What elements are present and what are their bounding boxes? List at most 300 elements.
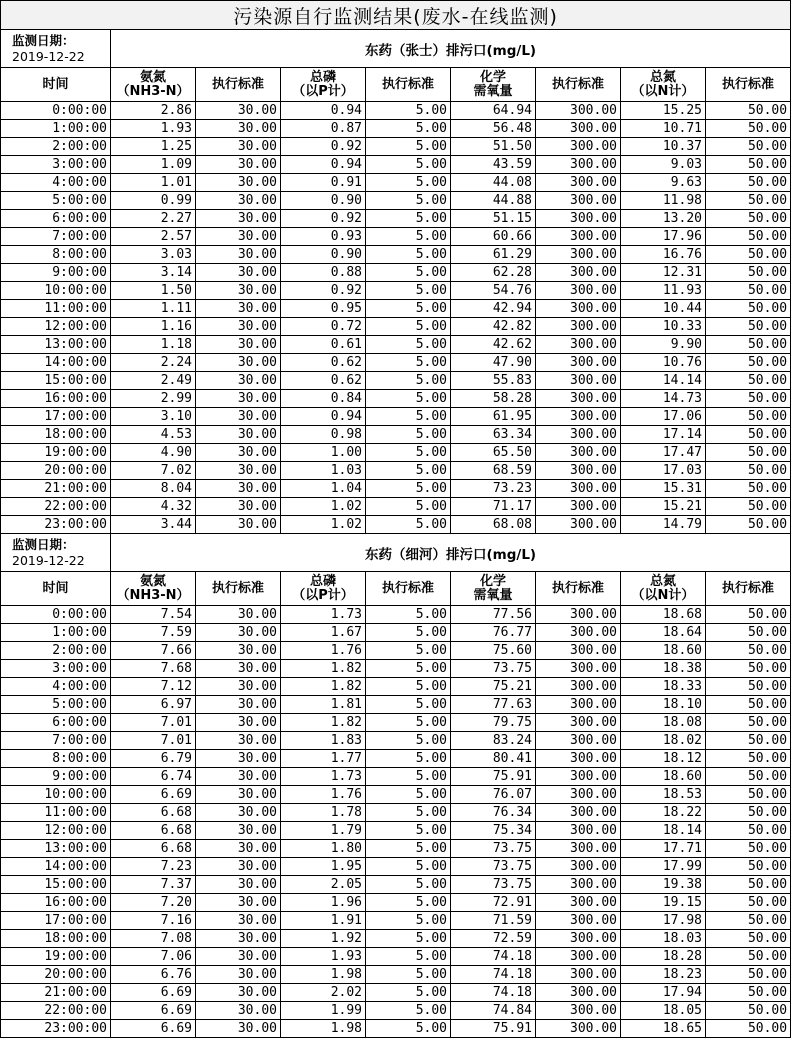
value-cell: 0.94 (281, 102, 366, 120)
value-cell: 30.00 (196, 1002, 281, 1020)
column-header: 执行标准 (536, 68, 621, 102)
value-cell: 5.00 (366, 192, 451, 210)
value-cell: 17.71 (621, 840, 706, 858)
value-cell: 7.06 (111, 948, 196, 966)
value-cell: 5.00 (366, 282, 451, 300)
value-cell: 75.21 (451, 678, 536, 696)
value-cell: 30.00 (196, 498, 281, 516)
value-cell: 42.62 (451, 336, 536, 354)
value-cell: 18.68 (621, 606, 706, 624)
time-cell: 22:00:00 (1, 498, 111, 516)
value-cell: 5.00 (366, 480, 451, 498)
value-cell: 1.04 (281, 480, 366, 498)
value-cell: 300.00 (536, 390, 621, 408)
time-cell: 23:00:00 (1, 516, 111, 534)
value-cell: 300.00 (536, 174, 621, 192)
value-cell: 300.00 (536, 696, 621, 714)
value-cell: 44.88 (451, 192, 536, 210)
value-cell: 58.28 (451, 390, 536, 408)
time-cell: 16:00:00 (1, 894, 111, 912)
value-cell: 4.32 (111, 498, 196, 516)
value-cell: 5.00 (366, 966, 451, 984)
value-cell: 300.00 (536, 768, 621, 786)
time-cell: 3:00:00 (1, 660, 111, 678)
value-cell: 61.29 (451, 246, 536, 264)
table-row (1, 138, 791, 156)
date-label: 监测日期： (12, 536, 75, 552)
time-cell: 13:00:00 (1, 336, 111, 354)
value-cell: 14.14 (621, 372, 706, 390)
time-cell: 3:00:00 (1, 156, 111, 174)
section-info-row (1, 534, 791, 572)
value-cell: 50.00 (706, 930, 791, 948)
value-cell: 0.88 (281, 264, 366, 282)
value-cell: 18.38 (621, 660, 706, 678)
table-row (1, 210, 791, 228)
time-cell: 14:00:00 (1, 858, 111, 876)
value-cell: 13.20 (621, 210, 706, 228)
value-cell: 1.78 (281, 804, 366, 822)
table-row (1, 660, 791, 678)
value-cell: 0.94 (281, 156, 366, 174)
value-cell: 16.76 (621, 246, 706, 264)
value-cell: 5.00 (366, 642, 451, 660)
value-cell: 30.00 (196, 336, 281, 354)
value-cell: 50.00 (706, 318, 791, 336)
table-row (1, 282, 791, 300)
value-cell: 50.00 (706, 120, 791, 138)
value-cell: 75.34 (451, 822, 536, 840)
time-cell: 2:00:00 (1, 138, 111, 156)
value-cell: 18.10 (621, 696, 706, 714)
value-cell: 74.18 (451, 948, 536, 966)
section-info-row (1, 30, 791, 68)
table-row (1, 174, 791, 192)
value-cell: 6.97 (111, 696, 196, 714)
value-cell: 30.00 (196, 138, 281, 156)
value-cell: 0.90 (281, 246, 366, 264)
value-cell: 30.00 (196, 930, 281, 948)
value-cell: 5.00 (366, 354, 451, 372)
time-cell: 23:00:00 (1, 1020, 111, 1038)
value-cell: 71.59 (451, 912, 536, 930)
value-cell: 50.00 (706, 750, 791, 768)
table-row (1, 264, 791, 282)
value-cell: 5.00 (366, 750, 451, 768)
value-cell: 0.62 (281, 372, 366, 390)
value-cell: 300.00 (536, 246, 621, 264)
value-cell: 68.59 (451, 462, 536, 480)
value-cell: 30.00 (196, 732, 281, 750)
value-cell: 0.62 (281, 354, 366, 372)
value-cell: 1.80 (281, 840, 366, 858)
value-cell: 75.60 (451, 642, 536, 660)
table-row (1, 318, 791, 336)
value-cell: 5.00 (366, 858, 451, 876)
value-cell: 300.00 (536, 462, 621, 480)
value-cell: 5.00 (366, 372, 451, 390)
value-cell: 50.00 (706, 948, 791, 966)
value-cell: 1.83 (281, 732, 366, 750)
column-header: 执行标准 (536, 572, 621, 606)
value-cell: 300.00 (536, 984, 621, 1002)
value-cell: 50.00 (706, 390, 791, 408)
value-cell: 83.24 (451, 732, 536, 750)
value-cell: 50.00 (706, 858, 791, 876)
value-cell: 68.08 (451, 516, 536, 534)
value-cell: 1.81 (281, 696, 366, 714)
value-cell: 300.00 (536, 642, 621, 660)
value-cell: 1.02 (281, 516, 366, 534)
time-cell: 19:00:00 (1, 948, 111, 966)
value-cell: 5.00 (366, 516, 451, 534)
value-cell: 1.95 (281, 858, 366, 876)
value-cell: 50.00 (706, 156, 791, 174)
time-cell: 19:00:00 (1, 444, 111, 462)
value-cell: 61.95 (451, 408, 536, 426)
value-cell: 30.00 (196, 282, 281, 300)
value-cell: 300.00 (536, 516, 621, 534)
value-cell: 17.14 (621, 426, 706, 444)
value-cell: 1.00 (281, 444, 366, 462)
time-cell: 12:00:00 (1, 822, 111, 840)
value-cell: 4.53 (111, 426, 196, 444)
table-row (1, 372, 791, 390)
value-cell: 18.02 (621, 732, 706, 750)
table-row (1, 480, 791, 498)
value-cell: 7.08 (111, 930, 196, 948)
value-cell: 30.00 (196, 426, 281, 444)
value-cell: 15.25 (621, 102, 706, 120)
monitoring-date (1, 30, 111, 68)
value-cell: 77.63 (451, 696, 536, 714)
value-cell: 9.03 (621, 156, 706, 174)
value-cell: 50.00 (706, 228, 791, 246)
table-row (1, 984, 791, 1002)
value-cell: 76.34 (451, 804, 536, 822)
table-row (1, 1002, 791, 1020)
value-cell: 5.00 (366, 732, 451, 750)
value-cell: 9.63 (621, 174, 706, 192)
value-cell: 5.00 (366, 408, 451, 426)
table-row (1, 858, 791, 876)
time-cell: 6:00:00 (1, 714, 111, 732)
value-cell: 30.00 (196, 300, 281, 318)
table-row (1, 444, 791, 462)
value-cell: 30.00 (196, 606, 281, 624)
table-row (1, 714, 791, 732)
value-cell: 18.60 (621, 642, 706, 660)
value-cell: 300.00 (536, 192, 621, 210)
value-cell: 50.00 (706, 192, 791, 210)
time-cell: 15:00:00 (1, 876, 111, 894)
value-cell: 3.10 (111, 408, 196, 426)
value-cell: 12.31 (621, 264, 706, 282)
value-cell: 30.00 (196, 156, 281, 174)
time-cell: 22:00:00 (1, 1002, 111, 1020)
outlet-name: 东药（细河）排污口(mg/L) (111, 534, 791, 572)
table-row (1, 462, 791, 480)
value-cell: 71.17 (451, 498, 536, 516)
value-cell: 1.92 (281, 930, 366, 948)
value-cell: 30.00 (196, 354, 281, 372)
value-cell: 300.00 (536, 480, 621, 498)
value-cell: 30.00 (196, 444, 281, 462)
value-cell: 6.69 (111, 984, 196, 1002)
value-cell: 42.94 (451, 300, 536, 318)
time-cell: 6:00:00 (1, 210, 111, 228)
time-cell: 1:00:00 (1, 624, 111, 642)
value-cell: 50.00 (706, 282, 791, 300)
time-cell: 0:00:00 (1, 102, 111, 120)
value-cell: 75.91 (451, 768, 536, 786)
value-cell: 5.00 (366, 1002, 451, 1020)
value-cell: 50.00 (706, 336, 791, 354)
date-label: 监测日期： (12, 32, 75, 48)
time-cell: 11:00:00 (1, 300, 111, 318)
value-cell: 1.03 (281, 462, 366, 480)
value-cell: 30.00 (196, 228, 281, 246)
table-row (1, 516, 791, 534)
value-cell: 72.59 (451, 930, 536, 948)
value-cell: 73.75 (451, 876, 536, 894)
value-cell: 5.00 (366, 822, 451, 840)
date-value: 2019-12-22 (12, 48, 85, 64)
table-row (1, 156, 791, 174)
value-cell: 50.00 (706, 246, 791, 264)
value-cell: 7.16 (111, 912, 196, 930)
value-cell: 300.00 (536, 606, 621, 624)
value-cell: 0.93 (281, 228, 366, 246)
value-cell: 300.00 (536, 156, 621, 174)
value-cell: 7.20 (111, 894, 196, 912)
value-cell: 5.00 (366, 912, 451, 930)
value-cell: 18.14 (621, 822, 706, 840)
value-cell: 5.00 (366, 984, 451, 1002)
time-cell: 2:00:00 (1, 642, 111, 660)
value-cell: 18.60 (621, 768, 706, 786)
value-cell: 50.00 (706, 516, 791, 534)
value-cell: 5.00 (366, 1020, 451, 1038)
value-cell: 300.00 (536, 948, 621, 966)
value-cell: 50.00 (706, 264, 791, 282)
value-cell: 73.75 (451, 840, 536, 858)
value-cell: 300.00 (536, 876, 621, 894)
value-cell: 0.61 (281, 336, 366, 354)
value-cell: 0.87 (281, 120, 366, 138)
value-cell: 5.00 (366, 300, 451, 318)
value-cell: 6.79 (111, 750, 196, 768)
value-cell: 50.00 (706, 912, 791, 930)
value-cell: 19.38 (621, 876, 706, 894)
column-header: 总磷 （以P计） (281, 68, 366, 102)
column-header: 氨氮 （NH3-N） (111, 68, 196, 102)
value-cell: 18.23 (621, 966, 706, 984)
value-cell: 5.00 (366, 246, 451, 264)
value-cell: 73.23 (451, 480, 536, 498)
value-cell: 65.50 (451, 444, 536, 462)
value-cell: 50.00 (706, 984, 791, 1002)
value-cell: 300.00 (536, 228, 621, 246)
value-cell: 5.00 (366, 624, 451, 642)
value-cell: 1.01 (111, 174, 196, 192)
value-cell: 9.90 (621, 336, 706, 354)
value-cell: 56.48 (451, 120, 536, 138)
value-cell: 1.96 (281, 894, 366, 912)
value-cell: 6.76 (111, 966, 196, 984)
value-cell: 50.00 (706, 822, 791, 840)
value-cell: 1.98 (281, 1020, 366, 1038)
value-cell: 50.00 (706, 1002, 791, 1020)
value-cell: 1.73 (281, 606, 366, 624)
value-cell: 7.59 (111, 624, 196, 642)
table-row (1, 840, 791, 858)
value-cell: 1.82 (281, 714, 366, 732)
value-cell: 30.00 (196, 1020, 281, 1038)
value-cell: 300.00 (536, 840, 621, 858)
value-cell: 1.82 (281, 660, 366, 678)
outlet-name: 东药（张士）排污口(mg/L) (111, 30, 791, 68)
time-cell: 8:00:00 (1, 750, 111, 768)
value-cell: 300.00 (536, 858, 621, 876)
value-cell: 5.00 (366, 948, 451, 966)
value-cell: 5.00 (366, 390, 451, 408)
value-cell: 50.00 (706, 804, 791, 822)
value-cell: 1.77 (281, 750, 366, 768)
table-row (1, 804, 791, 822)
time-cell: 20:00:00 (1, 462, 111, 480)
value-cell: 7.02 (111, 462, 196, 480)
value-cell: 5.00 (366, 678, 451, 696)
column-header: 氨氮 （NH3-N） (111, 572, 196, 606)
value-cell: 6.68 (111, 840, 196, 858)
table-row (1, 768, 791, 786)
table-row (1, 606, 791, 624)
value-cell: 14.73 (621, 390, 706, 408)
value-cell: 30.00 (196, 120, 281, 138)
table-row (1, 246, 791, 264)
value-cell: 30.00 (196, 246, 281, 264)
value-cell: 3.14 (111, 264, 196, 282)
table-row (1, 120, 791, 138)
value-cell: 5.00 (366, 714, 451, 732)
value-cell: 5.00 (366, 444, 451, 462)
value-cell: 30.00 (196, 714, 281, 732)
value-cell: 300.00 (536, 930, 621, 948)
value-cell: 300.00 (536, 498, 621, 516)
value-cell: 5.00 (366, 318, 451, 336)
time-cell: 21:00:00 (1, 984, 111, 1002)
time-cell: 18:00:00 (1, 930, 111, 948)
value-cell: 30.00 (196, 858, 281, 876)
time-cell: 9:00:00 (1, 264, 111, 282)
value-cell: 300.00 (536, 1002, 621, 1020)
value-cell: 18.22 (621, 804, 706, 822)
value-cell: 30.00 (196, 750, 281, 768)
table-row (1, 678, 791, 696)
table-row (1, 192, 791, 210)
value-cell: 0.92 (281, 138, 366, 156)
value-cell: 50.00 (706, 498, 791, 516)
value-cell: 4.90 (111, 444, 196, 462)
value-cell: 5.00 (366, 462, 451, 480)
value-cell: 1.09 (111, 156, 196, 174)
value-cell: 18.64 (621, 624, 706, 642)
time-cell: 7:00:00 (1, 228, 111, 246)
value-cell: 44.08 (451, 174, 536, 192)
value-cell: 5.00 (366, 264, 451, 282)
value-cell: 50.00 (706, 606, 791, 624)
value-cell: 30.00 (196, 966, 281, 984)
value-cell: 55.83 (451, 372, 536, 390)
value-cell: 300.00 (536, 102, 621, 120)
value-cell: 30.00 (196, 372, 281, 390)
value-cell: 0.95 (281, 300, 366, 318)
value-cell: 77.56 (451, 606, 536, 624)
value-cell: 300.00 (536, 732, 621, 750)
value-cell: 30.00 (196, 696, 281, 714)
table-row (1, 786, 791, 804)
value-cell: 18.12 (621, 750, 706, 768)
value-cell: 50.00 (706, 138, 791, 156)
value-cell: 300.00 (536, 678, 621, 696)
value-cell: 300.00 (536, 714, 621, 732)
value-cell: 5.00 (366, 606, 451, 624)
value-cell: 42.82 (451, 318, 536, 336)
value-cell: 5.00 (366, 120, 451, 138)
value-cell: 15.21 (621, 498, 706, 516)
value-cell: 5.00 (366, 138, 451, 156)
table-row (1, 498, 791, 516)
value-cell: 30.00 (196, 102, 281, 120)
value-cell: 5.00 (366, 210, 451, 228)
value-cell: 30.00 (196, 210, 281, 228)
value-cell: 6.74 (111, 768, 196, 786)
value-cell: 50.00 (706, 678, 791, 696)
table-row (1, 822, 791, 840)
value-cell: 50.00 (706, 840, 791, 858)
value-cell: 50.00 (706, 660, 791, 678)
column-header: 化学 需氧量 (451, 68, 536, 102)
time-cell: 5:00:00 (1, 192, 111, 210)
value-cell: 300.00 (536, 1020, 621, 1038)
value-cell: 30.00 (196, 642, 281, 660)
value-cell: 1.67 (281, 624, 366, 642)
value-cell: 30.00 (196, 840, 281, 858)
value-cell: 6.69 (111, 1002, 196, 1020)
value-cell: 5.00 (366, 840, 451, 858)
value-cell: 5.00 (366, 660, 451, 678)
value-cell: 30.00 (196, 318, 281, 336)
time-cell: 14:00:00 (1, 354, 111, 372)
value-cell: 50.00 (706, 768, 791, 786)
value-cell: 300.00 (536, 444, 621, 462)
value-cell: 300.00 (536, 336, 621, 354)
time-cell: 17:00:00 (1, 912, 111, 930)
value-cell: 30.00 (196, 984, 281, 1002)
value-cell: 50.00 (706, 876, 791, 894)
value-cell: 50.00 (706, 408, 791, 426)
value-cell: 50.00 (706, 966, 791, 984)
value-cell: 1.11 (111, 300, 196, 318)
value-cell: 50.00 (706, 300, 791, 318)
value-cell: 17.98 (621, 912, 706, 930)
value-cell: 300.00 (536, 750, 621, 768)
value-cell: 30.00 (196, 822, 281, 840)
value-cell: 50.00 (706, 480, 791, 498)
value-cell: 7.37 (111, 876, 196, 894)
table-row (1, 336, 791, 354)
